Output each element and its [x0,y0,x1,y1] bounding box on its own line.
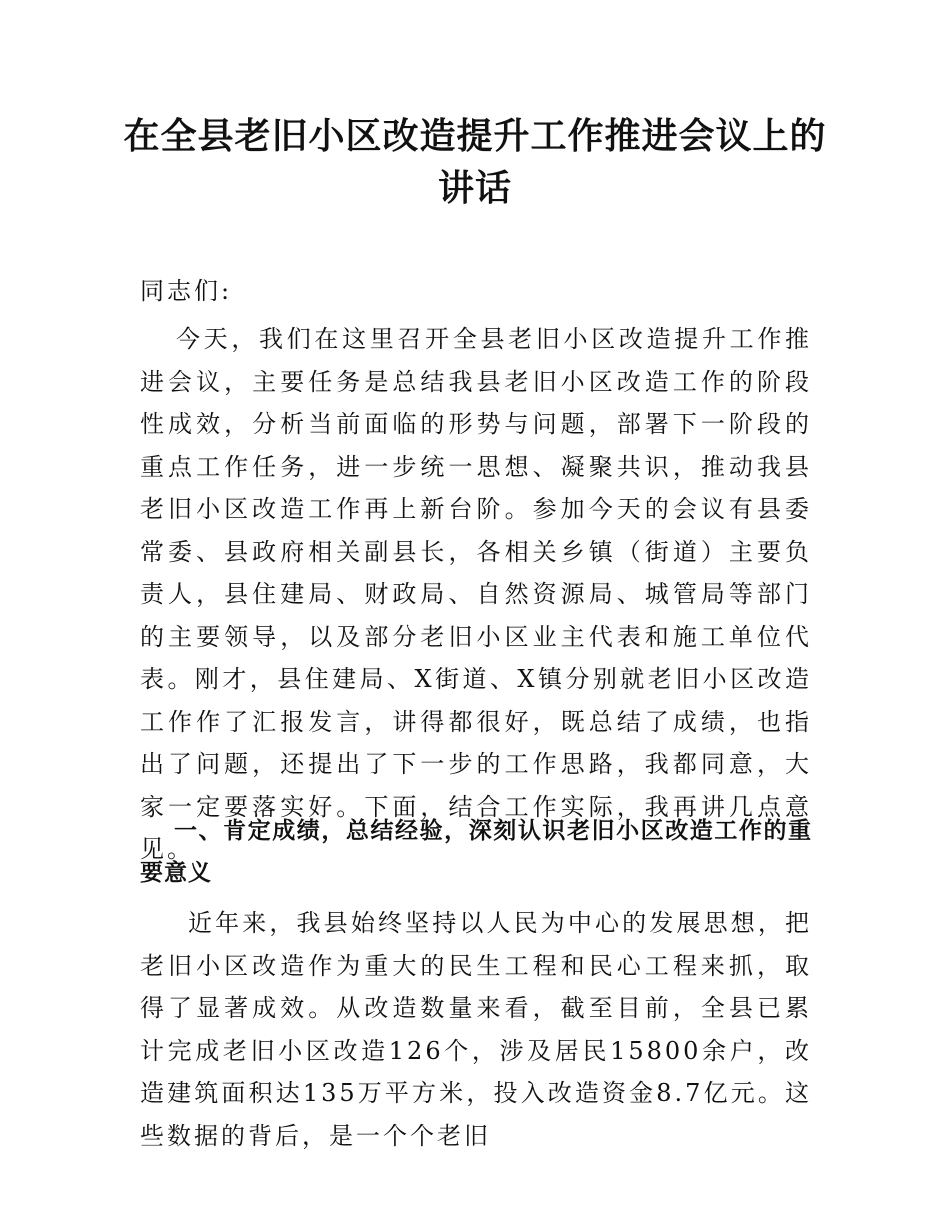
section-paragraph: 近年来，我县始终坚持以人民为中心的发展思想，把老旧小区改造作为重大的民生工程和民心工程来抓，取得了显著成效。从改造数量来看，截至目前，全县已累计完成老旧小区改造126个，涉及居民15800余户，改造建筑面积达135万平方米，投入改造资金8.7亿元。这些数据的背后，是一个个老旧 [140,909,812,1150]
section-heading: 一、肯定成绩，总结经验，深刻认识老旧小区改造工作的重要意义 [140,818,812,886]
body-paragraph: 今天，我们在这里召开全县老旧小区改造提升工作推进会议，主要任务是总结我县老旧小区改造工作的阶段性成效，分析当前面临的形势与问题，部署下一阶段的重点工作任务，进一步统一思想、凝聚共识，推动我县老旧小区改造工作再上新台阶。参加今天的会议有县委常委、县政府相关副县长，各相关乡镇（街道）主要负责人，县住建局、财政局、自然资源局、城管局等部门的主要领导，以及部分老旧小区业主代表和施工单位代表。刚才，县住建局、X街道、X镇分别就老旧小区改造工作作了汇报发言，讲得都很好，既总结了成绩，也指出了问题，还提出了下一步的工作思路，我都同意，大家一定要落实好。下面，结合工作实际，我再讲几点意见。 [140,325,812,863]
salutation: 同志们: [140,277,233,305]
page-title: 在全县老旧小区改造提升工作推进会议上的讲话 [123,115,827,209]
